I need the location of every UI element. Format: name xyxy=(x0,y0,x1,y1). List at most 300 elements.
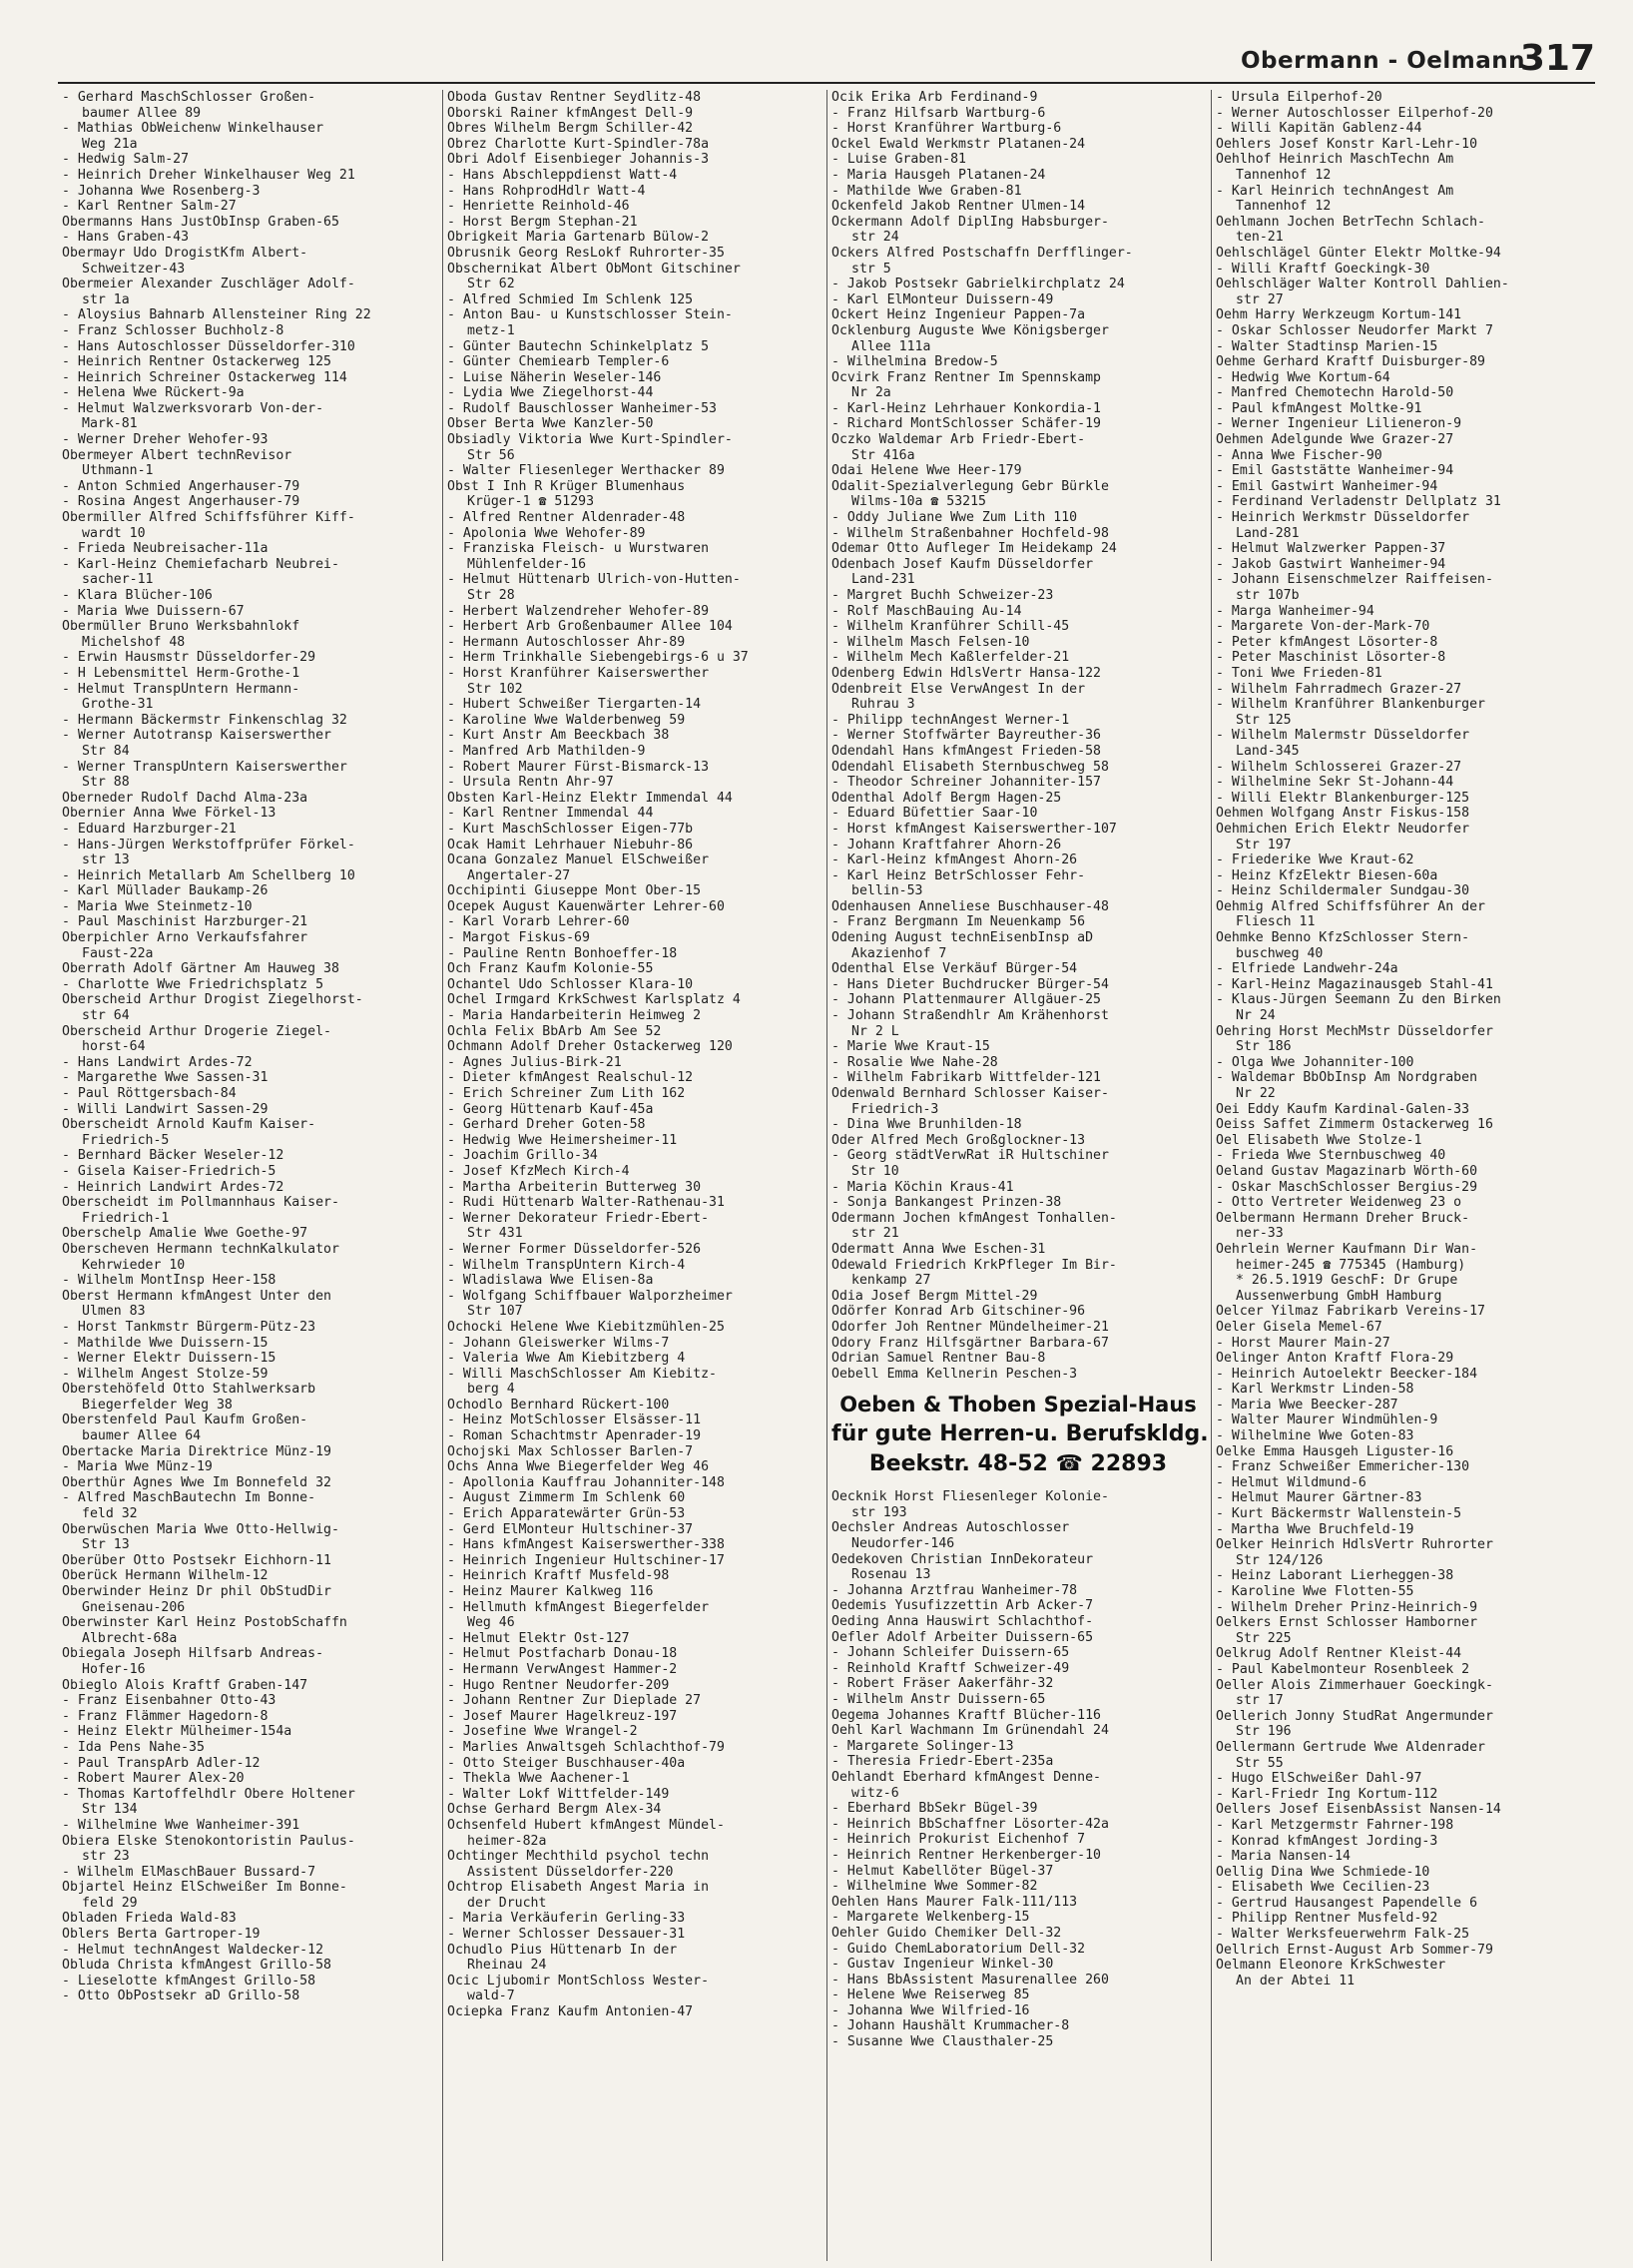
directory-entry xyxy=(1216,339,1589,355)
directory-entry xyxy=(831,635,1205,651)
entry-line: Obermayr Udo DrogistKfm Albert- xyxy=(62,245,308,261)
entry-line: - Johann Kraftfahrer Ahorn-26 xyxy=(831,837,1062,852)
entry-line: Oei Eddy Kaufm Kardinal-Galen-33 xyxy=(1216,1101,1470,1117)
entry-continuation: bellin-53 xyxy=(851,883,923,899)
directory-entry xyxy=(447,1802,820,1818)
directory-entry xyxy=(62,728,436,759)
entry-line: Oefler Adolf Arbeiter Duissern-65 xyxy=(831,1629,1094,1645)
entry-line: Oedekoven Christian InnDekorateur xyxy=(831,1551,1094,1567)
directory-entry xyxy=(1216,992,1589,1023)
entry-line: - Sonja Bankangest Prinzen-38 xyxy=(831,1195,1062,1211)
directory-entry xyxy=(447,1008,820,1024)
entry-line: Obser Berta Wwe Kanzler-50 xyxy=(447,416,654,432)
entry-line: - Wilhelmine Wwe Sommer-82 xyxy=(831,1879,1038,1895)
entry-line: - Werner Schlosser Dessauer-31 xyxy=(447,1927,686,1943)
entry-line: - Kurt Anstr Am Beeckbach 38 xyxy=(447,728,670,744)
directory-entry xyxy=(447,354,820,370)
entry-line: Ocik Erika Arb Ferdinand-9 xyxy=(831,90,1038,105)
entry-line: - Helmut Maurer Gärtner-83 xyxy=(1216,1490,1422,1506)
directory-entry xyxy=(447,1490,820,1506)
entry-line: - Maria Verkäuferin Gerling-33 xyxy=(447,1911,686,1927)
directory-entry xyxy=(831,791,1205,807)
directory-entry xyxy=(1216,323,1589,339)
entry-line: - Oskar MaschSchlosser Bergius-29 xyxy=(1216,1179,1478,1195)
directory-entry xyxy=(447,510,820,526)
directory-entry xyxy=(831,1770,1205,1801)
directory-entry xyxy=(831,744,1205,760)
entry-line: Odenbach Josef Kaufm Düsseldorfer xyxy=(831,556,1094,572)
directory-entry xyxy=(1216,448,1589,464)
entry-line: Oberscheidt Arnold Kaufm Kaiser- xyxy=(62,1117,316,1133)
entry-continuation: buschweg 40 xyxy=(1236,945,1324,961)
entry-line: - Horst Maurer Main-27 xyxy=(1216,1335,1390,1351)
entry-line: - Theodor Schreiner Johanniter-157 xyxy=(831,775,1101,791)
directory-entry xyxy=(447,838,820,853)
entry-line: Ochtinger Mechthild psychol techn xyxy=(447,1849,710,1865)
entry-line: - Rudi Hüttenarb Walter-Rathenau-31 xyxy=(447,1195,725,1211)
entry-line: - Maria Wwe Beecker-287 xyxy=(1216,1397,1398,1413)
directory-entry xyxy=(831,775,1205,791)
entry-line: - Elisabeth Wwe Cecilien-23 xyxy=(1216,1880,1430,1896)
entry-line: - Maria Wwe Duissern-67 xyxy=(62,603,245,619)
directory-entry xyxy=(831,977,1205,993)
entry-line: - Johanna Wwe Rosenberg-3 xyxy=(62,183,261,199)
entry-continuation: str 23 xyxy=(82,1849,130,1865)
entry-line: - Margarethe Wwe Sassen-31 xyxy=(62,1070,269,1086)
entry-line: - Hugo Rentner Neudorfer-209 xyxy=(447,1677,670,1693)
entry-continuation: wardt 10 xyxy=(82,525,146,541)
directory-entry xyxy=(1216,977,1589,993)
directory-entry xyxy=(831,1973,1205,1988)
entry-line: - Johann Eisenschmelzer Raiffeisen- xyxy=(1216,572,1493,588)
directory-entry xyxy=(831,604,1205,620)
entry-continuation: sacher-11 xyxy=(82,572,154,588)
directory-entry xyxy=(1216,961,1589,977)
directory-entry xyxy=(831,432,1205,463)
directory-entry xyxy=(831,1723,1205,1739)
entry-line: - Herbert Walzendreher Wehofer-89 xyxy=(447,603,710,619)
directory-entry xyxy=(447,1631,820,1647)
directory-entry xyxy=(62,868,436,884)
entry-line: - Wilhelmine Wwe Wanheimer-391 xyxy=(62,1817,300,1833)
entry-line: - Aloysius Bahnarb Allensteiner Ring 22 xyxy=(62,307,371,323)
directory-entry xyxy=(831,2018,1205,2034)
entry-line: Oebell Emma Kellnerin Peschen-3 xyxy=(831,1366,1078,1382)
entry-line: Obermüller Bruno Werksbahnlokf xyxy=(62,619,300,635)
directory-entry xyxy=(62,992,436,1023)
directory-entry xyxy=(831,650,1205,666)
directory-entry xyxy=(831,838,1205,853)
entry-line: - Karl-Heinz Magazinausgeb Stahl-41 xyxy=(1216,976,1493,992)
directory-entry xyxy=(447,199,820,215)
entry-line: - Hans BbAssistent Masurenallee 260 xyxy=(831,1972,1109,1987)
entry-line: - Helene Wwe Reiserweg 85 xyxy=(831,1987,1030,2003)
directory-entry xyxy=(831,914,1205,930)
entry-line: - Margarete Welkenberg-15 xyxy=(831,1910,1030,1926)
entry-line: - Werner Stoffwärter Bayreuther-36 xyxy=(831,728,1101,744)
directory-entry xyxy=(62,1911,436,1927)
directory-entry xyxy=(447,1678,820,1694)
entry-continuation: Str 10 xyxy=(851,1163,899,1179)
directory-entry xyxy=(447,184,820,200)
entry-line: Oberwinster Karl Heinz PostobSchaffn xyxy=(62,1615,347,1631)
entry-continuation: Grothe-31 xyxy=(82,697,154,713)
entry-line: Ochla Felix BbArb Am See 52 xyxy=(447,1023,662,1039)
entry-line: - Paul TranspArb Adler-12 xyxy=(62,1755,261,1771)
directory-entry xyxy=(62,432,436,448)
directory-entry xyxy=(831,1195,1205,1211)
entry-line: - Karl-Heinz Lehrhauer Konkordia-1 xyxy=(831,400,1101,416)
entry-line: - Karl Heinz BetrSchlosser Fehr- xyxy=(831,867,1086,883)
entry-line: Oeler Gisela Memel-67 xyxy=(1216,1319,1382,1335)
entry-line: Obernier Anna Wwe Förkel-13 xyxy=(62,806,276,822)
entry-line: - Hans Dieter Buchdrucker Bürger-54 xyxy=(831,976,1109,992)
entry-line: - Johanna Wwe Wilfried-16 xyxy=(831,2002,1030,2018)
entry-line: Oberüber Otto Postsekr Eichhorn-11 xyxy=(62,1552,331,1568)
entry-continuation: Rosenau 13 xyxy=(851,1567,931,1583)
directory-entry xyxy=(447,713,820,729)
entry-continuation: heimer-245 ☎ 775345 (Hamburg) xyxy=(1236,1257,1466,1273)
directory-entry xyxy=(1216,354,1589,370)
directory-entry xyxy=(1216,152,1589,183)
directory-entry xyxy=(831,1367,1205,1383)
entry-line: - Wilhelm Schlosserei Grazer-27 xyxy=(1216,759,1462,775)
directory-entry xyxy=(62,977,436,993)
directory-entry xyxy=(1216,1709,1589,1740)
entry-line: - Charlotte Wwe Friedrichsplatz 5 xyxy=(62,976,324,992)
entry-continuation: Str 225 xyxy=(1236,1630,1292,1646)
entry-line: Oehmen Adelgunde Wwe Grazer-27 xyxy=(1216,432,1454,448)
directory-entry xyxy=(447,152,820,168)
directory-entry xyxy=(1216,1336,1589,1352)
directory-entry xyxy=(62,479,436,495)
entry-line: Obiera Elske Stenokontoristin Paulus- xyxy=(62,1833,355,1849)
directory-entry xyxy=(1216,572,1589,603)
directory-entry xyxy=(447,262,820,292)
entry-line: - Otto Steiger Buschhauser-40a xyxy=(447,1755,686,1771)
entry-continuation: Tannenhof 12 xyxy=(1236,199,1332,215)
directory-entry xyxy=(1216,1133,1589,1149)
entry-continuation: Rheinau 24 xyxy=(467,1958,547,1974)
entry-line: - Gustav Ingenieur Winkel-30 xyxy=(831,1957,1054,1973)
directory-entry xyxy=(447,806,820,822)
entry-line: Oberscheid Arthur Drogerie Ziegel- xyxy=(62,1023,331,1039)
directory-entry xyxy=(447,1553,820,1569)
entry-continuation: str 27 xyxy=(1236,291,1284,307)
entry-line: - Wilhelm Kranführer Blankenburger xyxy=(1216,697,1485,713)
directory-entry xyxy=(1216,604,1589,620)
directory-entry xyxy=(62,1070,436,1086)
directory-entry xyxy=(62,1927,436,1943)
entry-continuation: baumer Allee 89 xyxy=(82,105,202,121)
entry-continuation: Land-231 xyxy=(851,572,915,588)
directory-entry xyxy=(62,510,436,541)
directory-entry xyxy=(831,1801,1205,1817)
directory-entry xyxy=(447,1662,820,1678)
entry-line: - Kurt MaschSchlosser Eigen-77b xyxy=(447,821,694,837)
directory-entry xyxy=(831,1055,1205,1071)
directory-entry xyxy=(62,666,436,682)
entry-line: Ocklenburg Auguste Wwe Königsberger xyxy=(831,322,1109,338)
entry-line: - Franziska Fleisch- u Wurstwaren xyxy=(447,541,710,557)
entry-line: - Kurt Bäckermstr Wallenstein-5 xyxy=(1216,1506,1462,1522)
directory-entry xyxy=(447,1818,820,1849)
directory-entry xyxy=(831,1630,1205,1646)
entry-line: Ochodlo Bernhard Rückert-100 xyxy=(447,1397,670,1413)
entry-line: - Heinrich BbSchaffner Lösorter-42a xyxy=(831,1816,1109,1832)
entry-continuation: Friedrich-1 xyxy=(82,1210,170,1226)
directory-entry xyxy=(447,168,820,184)
entry-continuation: Str 56 xyxy=(467,447,515,463)
directory-entry xyxy=(1216,215,1589,246)
directory-entry xyxy=(447,899,820,915)
directory-entry xyxy=(831,121,1205,137)
entry-line: - Wladislawa Wwe Elisen-8a xyxy=(447,1273,654,1289)
entry-line: - Hans kfmAngest Kaiserswerther-338 xyxy=(447,1537,725,1553)
directory-entry xyxy=(62,791,436,807)
directory-entry xyxy=(447,1398,820,1414)
directory-entry xyxy=(62,1024,436,1055)
directory-entry xyxy=(62,401,436,432)
directory-entry xyxy=(447,977,820,993)
entry-line: Oehlhof Heinrich MaschTechn Am xyxy=(1216,152,1454,168)
entry-line: - Margarete Von-der-Mark-70 xyxy=(1216,619,1430,635)
entry-line: Oehlschläger Walter Kontroll Dahlien- xyxy=(1216,277,1509,292)
directory-entry xyxy=(62,619,436,650)
directory-entry xyxy=(447,1351,820,1367)
directory-entry xyxy=(62,1413,436,1443)
directory-entry xyxy=(1216,1911,1589,1927)
entry-line: - Franz Flämmer Hagedorn-8 xyxy=(62,1708,269,1724)
entry-line: - Horst Tankmstr Bürgerm-Pütz-23 xyxy=(62,1319,316,1335)
entry-line: - Theresia Friedr-Ebert-235a xyxy=(831,1754,1054,1770)
directory-entry xyxy=(1216,1304,1589,1320)
directory-entry xyxy=(831,1242,1205,1258)
directory-entry xyxy=(447,744,820,760)
entry-line: Ochel Irmgard KrkSchwest Karlsplatz 4 xyxy=(447,992,741,1008)
entry-continuation: Str 62 xyxy=(467,277,515,292)
entry-line: - Willi MaschSchlosser Am Kiebitz- xyxy=(447,1366,717,1382)
directory-entry xyxy=(62,1475,436,1491)
entry-line: - Maria Nansen-14 xyxy=(1216,1849,1351,1865)
directory-entry xyxy=(62,1756,436,1772)
entry-line: - Franz Hilfsarb Wartburg-6 xyxy=(831,105,1046,121)
directory-entry xyxy=(62,1102,436,1118)
directory-entry xyxy=(447,432,820,463)
entry-line: - Wilhelm Mech Kaßlerfelder-21 xyxy=(831,650,1070,666)
entry-line: Ocak Hamit Lehrhauer Niebuhr-86 xyxy=(447,837,694,852)
entry-line: - Frieda Neubreisacher-11a xyxy=(62,541,269,557)
entry-line: - Margarete Solinger-13 xyxy=(831,1738,1014,1754)
directory-entry xyxy=(62,1444,436,1460)
entry-line: - Dieter kfmAngest Realschul-12 xyxy=(447,1070,694,1086)
directory-entry xyxy=(831,1832,1205,1848)
entry-continuation: Land-281 xyxy=(1236,525,1300,541)
entry-line: - Emil Gastwirt Wanheimer-94 xyxy=(1216,478,1438,494)
directory-entry xyxy=(62,1382,436,1413)
directory-entry xyxy=(831,1926,1205,1942)
entry-line: Oehler Guido Chemiker Dell-32 xyxy=(831,1925,1062,1941)
entry-line: - Anton Bau- u Kunstschlosser Stein- xyxy=(447,307,733,323)
entry-line: Ochantel Udo Schlosser Klara-10 xyxy=(447,976,694,992)
entry-line: Oelinger Anton Kraftf Flora-29 xyxy=(1216,1351,1454,1367)
directory-entry xyxy=(1216,1211,1589,1242)
directory-entry xyxy=(62,199,436,215)
entry-line: - Jakob Postsekr Gabrielkirchplatz 24 xyxy=(831,277,1125,292)
entry-line: - Valeria Wwe Am Kiebitzberg 4 xyxy=(447,1351,686,1367)
directory-entry xyxy=(447,604,820,620)
directory-entry xyxy=(1216,1600,1589,1616)
directory-entry xyxy=(1216,635,1589,651)
entry-line: Odenwald Bernhard Schlosser Kaiser- xyxy=(831,1086,1109,1101)
directory-entry xyxy=(62,121,436,152)
directory-entry xyxy=(831,1180,1205,1196)
entry-line: - Paul Maschinist Harzburger-21 xyxy=(62,914,308,930)
entry-line: - Thekla Wwe Aachener-1 xyxy=(447,1771,630,1787)
entry-continuation: Krüger-1 ☎ 51293 xyxy=(467,494,595,510)
directory-entry xyxy=(62,339,436,355)
directory-columns xyxy=(58,90,1595,2261)
entry-line: Oehmig Alfred Schiffsführer An der xyxy=(1216,898,1485,914)
directory-entry xyxy=(447,1133,820,1149)
entry-line: - Heinz Maurer Kalkweg 116 xyxy=(447,1584,654,1599)
entry-line: - Alfred MaschBautechn Im Bonne- xyxy=(62,1490,316,1506)
directory-entry xyxy=(62,1834,436,1865)
directory-entry xyxy=(447,992,820,1008)
directory-entry xyxy=(831,682,1205,713)
entry-line: - Lydia Wwe Ziegelhorst-44 xyxy=(447,385,654,401)
entry-continuation: Angertaler-27 xyxy=(467,867,571,883)
directory-entry xyxy=(1216,1537,1589,1568)
entry-line: Ocvirk Franz Rentner Im Spennskamp xyxy=(831,369,1101,385)
directory-entry xyxy=(1216,883,1589,899)
directory-entry xyxy=(831,1148,1205,1179)
entry-continuation: Str 102 xyxy=(467,681,523,697)
entry-continuation: Str 84 xyxy=(82,743,130,759)
entry-line: Odai Helene Wwe Heer-179 xyxy=(831,463,1022,479)
directory-entry xyxy=(1216,541,1589,557)
entry-line: Odening August technEisenbInsp aD xyxy=(831,930,1094,946)
directory-entry xyxy=(831,354,1205,370)
entry-line: Odory Franz Hilfsgärtner Barbara-67 xyxy=(831,1335,1109,1351)
entry-line: Oberstenfeld Paul Kaufm Großen- xyxy=(62,1413,308,1428)
entry-line: - Karl Werkmstr Linden-58 xyxy=(1216,1382,1414,1398)
directory-entry xyxy=(831,168,1205,184)
entry-line: - Wilhelm Kranführer Schill-45 xyxy=(831,619,1070,635)
directory-entry xyxy=(447,572,820,603)
directory-entry xyxy=(1216,1584,1589,1600)
entry-line: - Hans RohprodHdlr Watt-4 xyxy=(447,183,646,199)
directory-entry xyxy=(62,370,436,386)
directory-entry xyxy=(62,448,436,479)
directory-entry xyxy=(62,604,436,620)
entry-line: - Wilhelm Masch Felsen-10 xyxy=(831,634,1030,650)
advertisement-box xyxy=(831,1390,1209,1479)
entry-continuation: str 17 xyxy=(1236,1693,1284,1709)
directory-entry xyxy=(447,914,820,930)
directory-entry xyxy=(447,822,820,838)
directory-entry xyxy=(831,184,1205,200)
entry-line: Odia Josef Bergm Mittel-29 xyxy=(831,1288,1038,1304)
directory-entry xyxy=(831,1520,1205,1551)
entry-line: - Helmut Walzwerksvorarb Von-der- xyxy=(62,400,324,416)
directory-entry xyxy=(447,791,820,807)
directory-column-1 xyxy=(58,90,442,2261)
entry-line: - Emil Gaststätte Wanheimer-94 xyxy=(1216,463,1454,479)
entry-line: - Franz Bergmann Im Neuenkamp 56 xyxy=(831,914,1086,930)
directory-entry xyxy=(1216,1771,1589,1787)
entry-line: - Horst Kranführer Wartburg-6 xyxy=(831,121,1062,137)
entry-line: Ockers Alfred Postschaffn Derfflinger- xyxy=(831,245,1133,261)
directory-entry xyxy=(62,557,436,588)
directory-entry xyxy=(831,1070,1205,1086)
entry-line: - Ursula Eilperhof-20 xyxy=(1216,90,1382,105)
directory-entry xyxy=(447,1195,820,1211)
entry-continuation: Albrecht-68a xyxy=(82,1630,178,1646)
entry-continuation: kenkamp 27 xyxy=(851,1273,931,1289)
directory-entry xyxy=(831,728,1205,744)
entry-line: - Peter kfmAngest Lösorter-8 xyxy=(1216,634,1438,650)
directory-entry xyxy=(1216,1615,1589,1646)
directory-entry xyxy=(831,1614,1205,1630)
directory-entry xyxy=(62,1117,436,1148)
directory-entry xyxy=(1216,1568,1589,1584)
entry-line: Obri Adolf Eisenbieger Johannis-3 xyxy=(447,152,710,168)
directory-entry xyxy=(1216,1180,1589,1196)
directory-entry xyxy=(447,370,820,386)
directory-entry xyxy=(62,1678,436,1694)
entry-line: - Marlies Anwaltsgeh Schlachthof-79 xyxy=(447,1739,725,1755)
entry-line: Obermiller Alfred Schiffsführer Kiff- xyxy=(62,510,355,526)
entry-line: Oberwüschen Maria Wwe Otto-Hellwig- xyxy=(62,1521,339,1537)
entry-line: - Horst Bergm Stephan-21 xyxy=(447,214,638,230)
entry-line: - Karoline Wwe Flotten-55 xyxy=(1216,1584,1414,1599)
entry-line: Ochtrop Elisabeth Angest Maria in xyxy=(447,1880,710,1896)
entry-line: - Manfred Chemotechn Harold-50 xyxy=(1216,385,1454,401)
entry-line: - Hans-Jürgen Werkstoffprüfer Förkel- xyxy=(62,837,355,852)
entry-line: - Günter Chemiearb Templer-6 xyxy=(447,354,670,370)
entry-line: - Walter Stadtinsp Marien-15 xyxy=(1216,338,1438,354)
entry-line: Ocepek August Kauenwärter Lehrer-60 xyxy=(447,898,725,914)
entry-continuation: horst-64 xyxy=(82,1039,146,1055)
directory-entry xyxy=(1216,1802,1589,1818)
directory-entry xyxy=(62,1180,436,1196)
entry-line: Oellig Dina Wwe Schmiede-10 xyxy=(1216,1864,1430,1880)
directory-entry xyxy=(1216,1398,1589,1414)
directory-entry xyxy=(1216,1070,1589,1101)
entry-continuation: Str 134 xyxy=(82,1802,138,1818)
entry-line: - Walter Fliesenleger Werthacker 89 xyxy=(447,463,725,479)
directory-entry xyxy=(1216,1662,1589,1678)
directory-entry xyxy=(1216,1849,1589,1865)
entry-line: Obiegala Joseph Hilfsarb Andreas- xyxy=(62,1646,324,1662)
directory-entry xyxy=(1216,106,1589,122)
entry-continuation: Assistent Düsseldorfer-220 xyxy=(467,1864,674,1880)
entry-line: - Ferdinand Verladenstr Dellplatz 31 xyxy=(1216,494,1501,510)
entry-line: Oberwinder Heinz Dr phil ObStudDir xyxy=(62,1584,331,1599)
directory-entry xyxy=(62,385,436,401)
entry-line: - Karl Vorarb Lehrer-60 xyxy=(447,914,630,930)
directory-entry xyxy=(1216,775,1589,791)
directory-entry xyxy=(1216,899,1589,930)
entry-line: - Eduard Büfettier Saar-10 xyxy=(831,806,1038,822)
entry-line: - Erich Schreiner Zum Lith 162 xyxy=(447,1086,686,1101)
entry-line: Obres Wilhelm Bergm Schiller-42 xyxy=(447,121,694,137)
entry-line: - Walter Maurer Windmühlen-9 xyxy=(1216,1413,1438,1428)
directory-entry xyxy=(62,1242,436,1273)
entry-line: - Gertrud Hausangest Papendelle 6 xyxy=(1216,1895,1478,1911)
directory-entry xyxy=(831,1661,1205,1677)
